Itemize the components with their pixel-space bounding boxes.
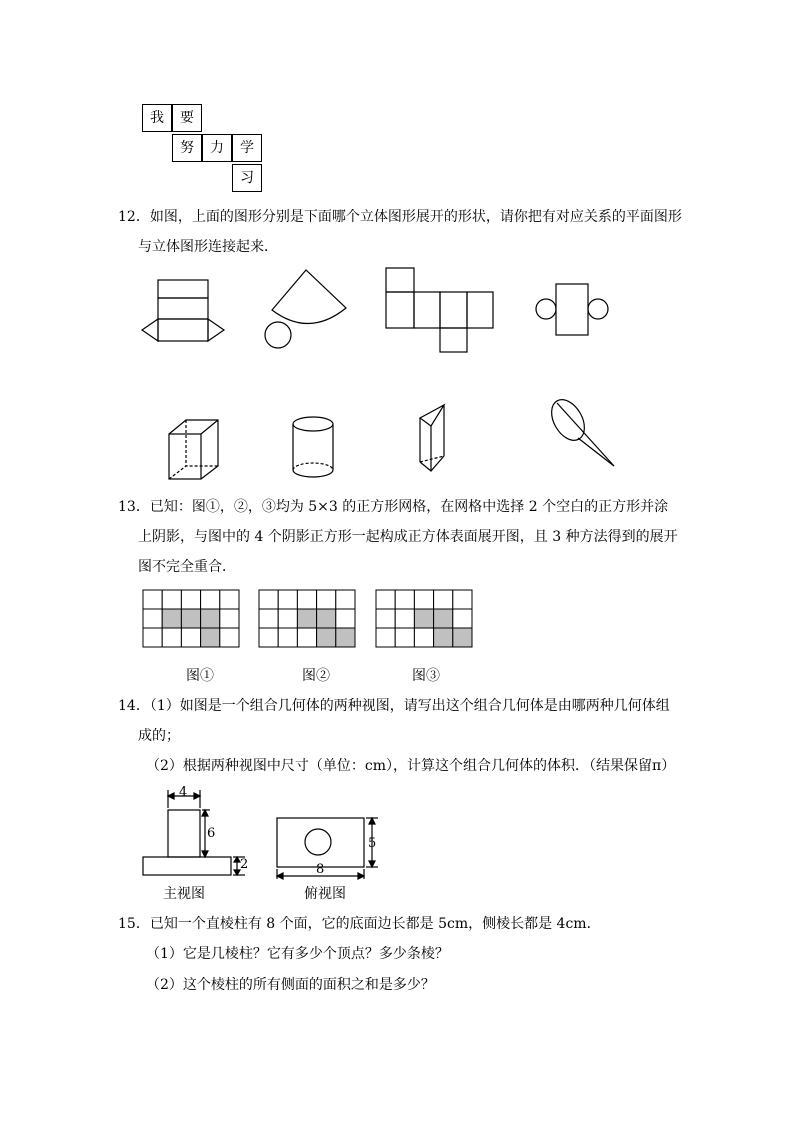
q14-text-1: （1）如图是一个组合几何体的两种视图，请写出这个组合几何体是由哪两种几何体组: [149, 698, 670, 714]
q15-number: 15．: [118, 916, 150, 932]
grid-cell: [181, 628, 200, 647]
grid-cell: [297, 628, 316, 647]
net-cell-1: 我: [142, 104, 172, 132]
grid-label-3: 图③: [412, 668, 440, 684]
grid-cell-shaded: [297, 609, 316, 628]
cone-net-figure: [265, 270, 346, 348]
q13-line3: 图不完全重合．: [138, 559, 236, 575]
grid-cell: [259, 590, 278, 609]
front-view-figure: [143, 790, 245, 875]
grid-cell: [336, 609, 355, 628]
prism-net-figure: [142, 280, 224, 341]
grid-label-1: 图①: [186, 668, 214, 684]
grid-cell: [297, 590, 316, 609]
grid-cell: [434, 590, 453, 609]
grid-cell: [376, 590, 395, 609]
q14-part2: （2）根据两种视图中尺寸（单位：cm），计算这个组合几何体的体积．（结果保留π）: [146, 758, 676, 774]
grid-cell: [201, 590, 220, 609]
q15-part1: （1）它是几棱柱？它有多少个顶点？多少条棱？: [146, 946, 449, 962]
q14-views: [0, 780, 794, 900]
grid-cell-shaded: [201, 628, 220, 647]
grid-cell: [162, 590, 181, 609]
net-cell-5: 学: [232, 134, 262, 162]
q13-line1: [118, 497, 668, 517]
grid-cell: [376, 628, 395, 647]
grid-cell: [162, 628, 181, 647]
q15-text-1: 已知一个直棱柱有 8 个面，它的底面边长都是 5cm，侧棱长都是 4cm．: [149, 916, 601, 932]
grid-cell: [414, 590, 433, 609]
grid-cell: [317, 590, 336, 609]
net-cell-6: 习: [232, 164, 262, 192]
dim-height-base: 2: [240, 857, 249, 872]
grid-cell-shaded: [434, 609, 453, 628]
grid-cell: [143, 609, 162, 628]
dim-top-height: 5: [368, 836, 377, 851]
grid-cell-shaded: [201, 609, 220, 628]
grid-cell: [220, 590, 239, 609]
grid-cell: [259, 628, 278, 647]
q12-number: 12．: [118, 209, 150, 225]
top-view-label: 俯视图: [304, 886, 346, 902]
cylinder-figure: [293, 417, 333, 477]
grid-cell: [143, 590, 162, 609]
grid-cell-shaded: [453, 628, 472, 647]
q14-line2: 成的；: [138, 728, 180, 744]
cylinder-net-figure: [536, 284, 608, 335]
grid-3: [376, 590, 472, 647]
q15-line1: [118, 914, 601, 934]
grid-cell: [453, 590, 472, 609]
grid-cell-shaded: [162, 609, 181, 628]
q14-line1: [118, 696, 670, 716]
net-cell-3: 努: [172, 134, 202, 162]
grid-cell: [278, 609, 297, 628]
grid-cell: [278, 590, 297, 609]
grid-cell-shaded: [181, 609, 200, 628]
grid-cell: [395, 628, 414, 647]
grid-cell-shaded: [414, 609, 433, 628]
q15-part2: （2）这个棱柱的所有侧面的面积之和是多少？: [146, 977, 435, 993]
grid-cell-shaded: [434, 628, 453, 647]
q12-figures: [0, 0, 794, 480]
grid-label-2: 图②: [302, 668, 330, 684]
grid-cell: [453, 609, 472, 628]
grid-cell-shaded: [317, 628, 336, 647]
q13-grids: [0, 588, 794, 708]
grid-cell: [336, 590, 355, 609]
grid-cell: [395, 609, 414, 628]
dim-height-upper: 6: [207, 826, 216, 841]
grid-cell: [181, 590, 200, 609]
grid-cell: [414, 628, 433, 647]
top-view-figure: [277, 818, 378, 879]
grid-2: [259, 590, 355, 647]
front-view-label: 主视图: [163, 886, 205, 902]
grid-cell-shaded: [317, 609, 336, 628]
q12-line2: 与立体图形连接起来．: [138, 239, 278, 255]
q13-text-1: 已知：图①，②，③均为 5×3 的正方形网格，在网格中选择 2 个空白的正方形并涂: [149, 499, 669, 515]
cube-net-figure: [386, 268, 493, 352]
q14-number: 14．: [118, 698, 150, 714]
grid-cell: [395, 590, 414, 609]
q13-line2: 上阴影，与图中的 4 个阴影正方形一起构成正方体表面展开图，且 3 种方法得到的展开: [138, 529, 678, 545]
net-cell-2: 要: [172, 104, 202, 132]
q12-text-1: 如图，上面的图形分别是下面哪个立体图形展开的形状，请你把有对应关系的平面图形: [149, 209, 682, 225]
dim-top-width: 8: [316, 862, 325, 877]
dim-width-top: 4: [179, 785, 188, 800]
triangular-prism-figure: [420, 405, 444, 471]
cuboid-figure: [169, 420, 218, 479]
grid-cell: [143, 628, 162, 647]
grid-cell: [376, 609, 395, 628]
grid-1: [143, 590, 239, 647]
q13-number: 13．: [118, 499, 150, 515]
grid-cell: [278, 628, 297, 647]
grid-cell-shaded: [336, 628, 355, 647]
grid-cell: [220, 609, 239, 628]
cone-figure: [545, 394, 614, 466]
net-cell-4: 力: [202, 134, 232, 162]
grid-cell: [220, 628, 239, 647]
grid-cell: [259, 609, 278, 628]
